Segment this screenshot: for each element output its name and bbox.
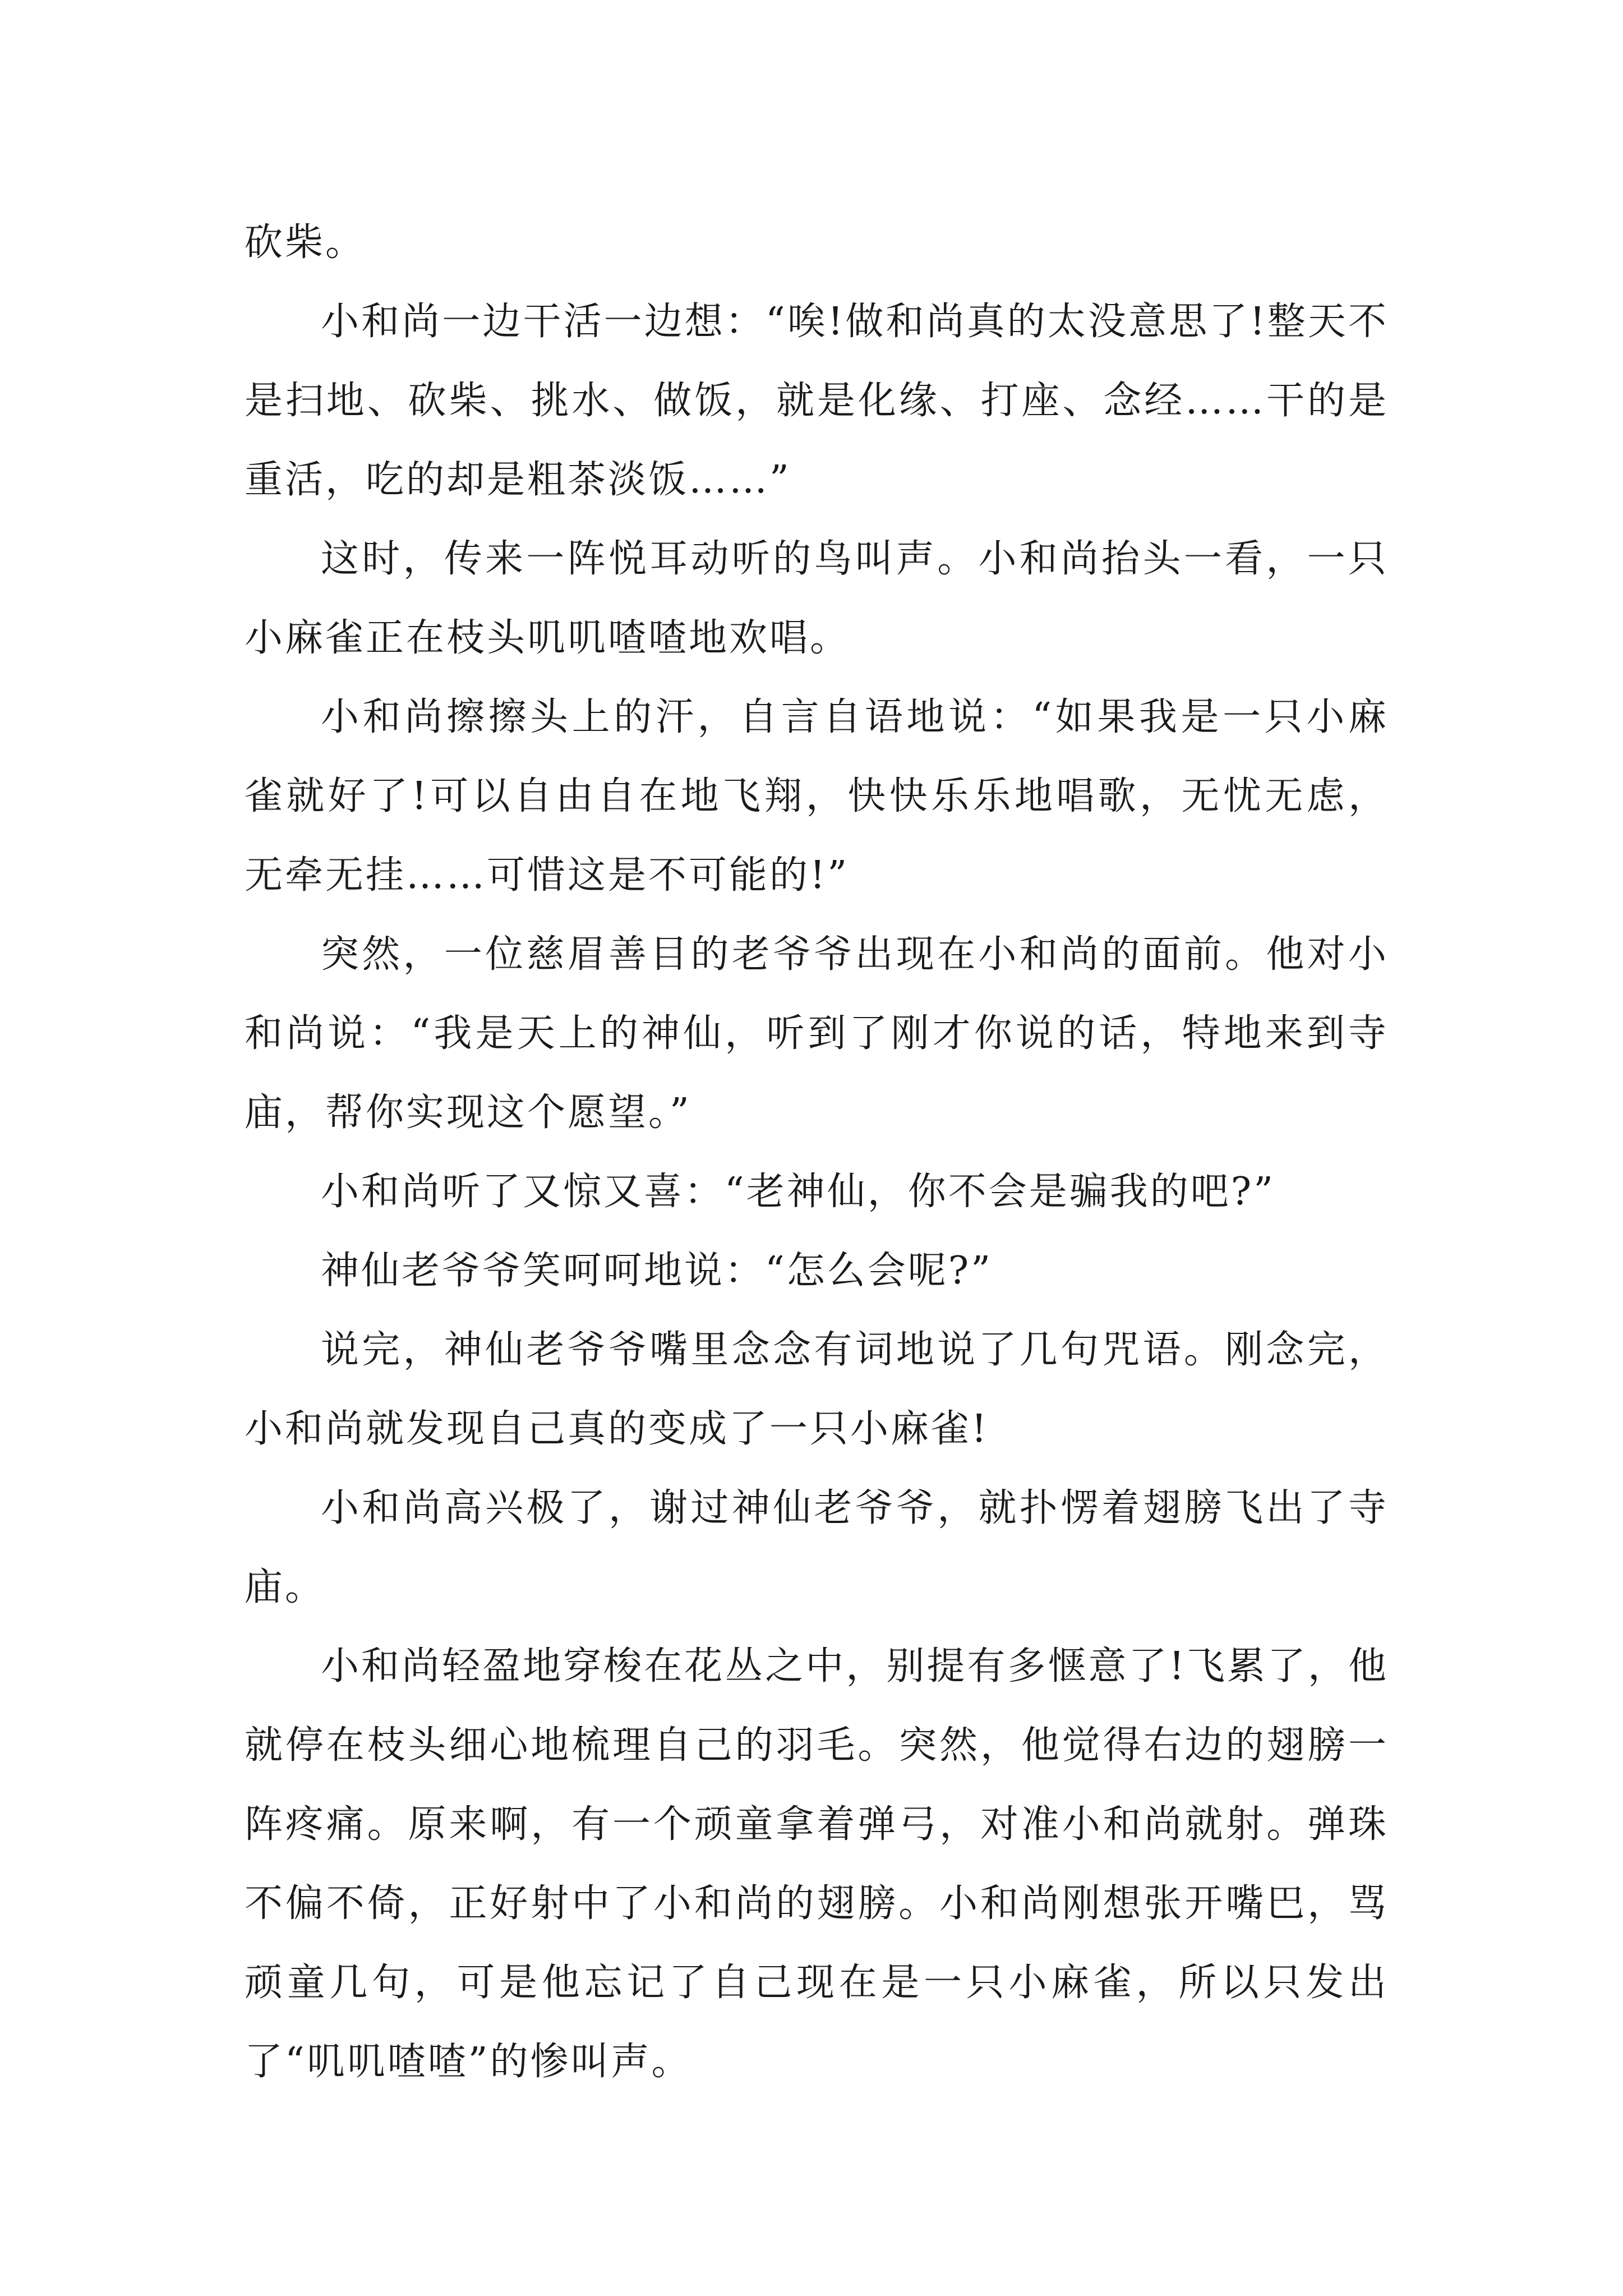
paragraph-3: 这时，传来一阵悦耳动听的鸟叫声。小和尚抬头一看，一只小麻雀正在枝头叽叽喳喳地欢唱。	[245, 537, 1389, 660]
paragraph-2: 小和尚一边干活一边想：“唉!做和尚真的太没意思了!整天不是扫地、砍柴、挑水、做饭，就是化缘、打座、念经……干的是重活，吃的却是粗茶淡饭……”	[245, 300, 1389, 502]
story-text	[245, 203, 1389, 2101]
paragraph-5: 突然，一位慈眉善目的老爷爷出现在小和尚的面前。他对小和尚说：“我是天上的神仙，听到了刚才你说的话，特地来到寺庙，帮你实现这个愿望。”	[245, 932, 1389, 1135]
paragraph-4: 小和尚擦擦头上的汗，自言自语地说：“如果我是一只小麻雀就好了!可以自由自在地飞翔，快快乐乐地唱歌，无忧无虑，无牵无挂……可惜这是不可能的!”	[245, 695, 1389, 898]
paragraph-1: 砍柴。	[245, 220, 366, 265]
paragraph-8: 说完，神仙老爷爷嘴里念念有词地说了几句咒语。刚念完，小和尚就发现自己真的变成了一只小麻雀!	[245, 1328, 1389, 1451]
paragraph-6: 小和尚听了又惊又喜：“老神仙，你不会是骗我的吧?”	[321, 1170, 1275, 1214]
paragraph-7: 神仙老爷爷笑呵呵地说：“怎么会呢?”	[321, 1249, 993, 1293]
paragraph-10: 小和尚轻盈地穿梭在花丛之中，别提有多惬意了!飞累了，他就停在枝头细心地梳理自己的羽毛。突然，他觉得右边的翅膀一阵疼痛。原来啊，有一个顽童拿着弹弓，对准小和尚就射。弹珠不偏不倚，正好射中了小和尚的翅膀。小和尚刚想张开嘴巴，骂顽童几句，可是他忘记了自己现在是一只小麻雀，所以只发出了“叽叽喳喳”的惨叫声。	[245, 1644, 1389, 2084]
paragraph-9: 小和尚高兴极了，谢过神仙老爷爷，就扑愣着翅膀飞出了寺庙。	[245, 1486, 1389, 1609]
